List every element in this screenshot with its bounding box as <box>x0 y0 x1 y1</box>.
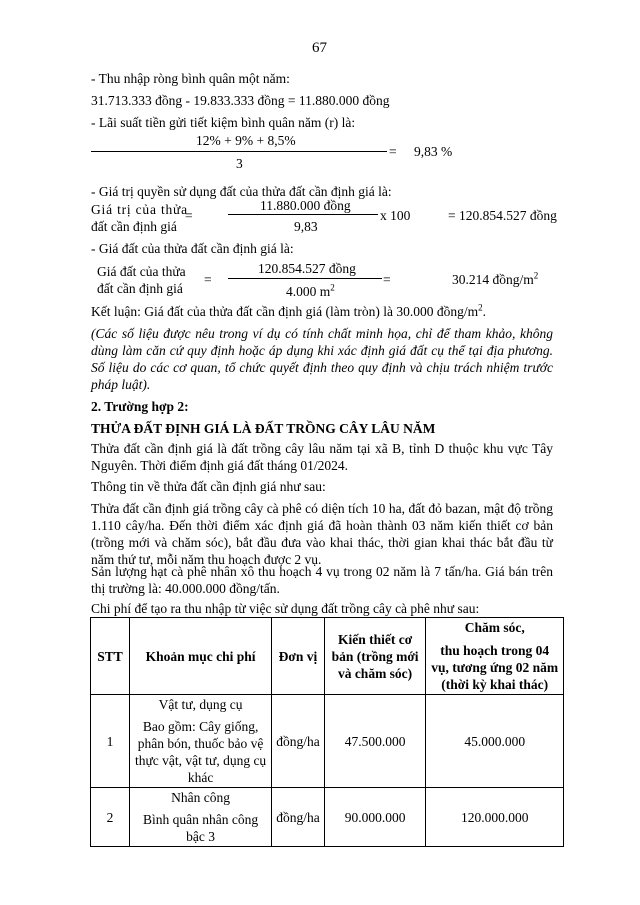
formula-equals: = <box>185 208 193 223</box>
formula-lhs-line1: Giá trị của thửa <box>91 202 188 217</box>
item-name: Nhân công <box>171 790 230 805</box>
formula-denominator: 3 <box>236 156 243 171</box>
item-detail: Bình quân nhân công bậc 3 <box>143 812 259 844</box>
case-heading: 2. Trường hợp 2: <box>91 399 189 414</box>
header-stt: STT <box>91 618 130 695</box>
header-care-harvest <box>426 618 564 695</box>
header-basic-construction: Kiến thiết cơ bản (trồng mới và chăm sóc) <box>324 618 426 695</box>
cell-item <box>129 788 271 847</box>
cell-stt: 1 <box>91 695 130 788</box>
formula-lhs-line1: Giá đất của thửa <box>97 264 186 279</box>
formula-result: = 120.854.527 đồng <box>448 208 557 223</box>
cell-unit: đồng/ha <box>272 788 325 847</box>
table-row <box>91 695 564 788</box>
item-detail: Bao gồm: Cây giống, phân bón, thuốc bảo vệ thực vật, vật tư, dụng cụ khác <box>134 719 267 785</box>
formula-equals: = <box>383 272 391 287</box>
formula-numerator: 11.880.000 đồng <box>260 198 351 213</box>
case-title: THỬA ĐẤT ĐỊNH GIÁ LÀ ĐẤT TRỒNG CÂY LÂU NĂM <box>91 421 436 436</box>
land-price-label: - Giá đất của thửa đất cần định giá là: <box>91 241 294 256</box>
formula-equals: = <box>389 144 397 159</box>
item-name: Vật tư, dụng cụ <box>158 697 243 712</box>
cell-unit: đồng/ha <box>272 695 325 788</box>
formula-lhs-line2: đất cần định giá <box>97 281 183 296</box>
formula-numerator: 120.854.527 đồng <box>258 261 356 276</box>
cost-table <box>90 617 564 847</box>
paragraph-land-details: Thửa đất cần định giá trồng cây cà phê có diện tích 10 ha, đất đỏ bazan, mật độ trồng 1.110 cây/ha. Đến thời điểm xác định giá đã hoàn thành 03 năm kiến thiết cơ bản (trồng mới và chăm sóc), bắt đầu đưa vào khai thác, thời gian khai thác bắt đầu từ năm thứ tư, mỗi năm thu hoạch được 2 vụ. <box>91 501 553 567</box>
formula-denominator: 4.000 $m^2$ <box>286 282 335 299</box>
formula-multiplier: x 100 <box>380 208 411 223</box>
paragraph-info-intro: Thông tin về thửa đất cần định giá như sau: <box>91 479 326 494</box>
cell-stt: 2 <box>91 788 130 847</box>
header-item: Khoản mục chi phí <box>129 618 271 695</box>
disclaimer-note: (Các số liệu được nêu trong ví dụ có tính chất minh họa, chỉ để tham khảo, không dùng làm căn cứ quy định hoặc áp dụng khi xác định giá đất cụ thể tại địa phương. Số liệu do các cơ quan, tổ chức quyết định theo quy định và chịu trách nhiệm trước pháp luật). <box>91 326 553 392</box>
net-income-calc: 31.713.333 đồng - 19.833.333 đồng = 11.880.000 đồng <box>91 93 390 108</box>
formula-result: 9,83 % <box>414 144 453 159</box>
land-use-value-label: - Giá trị quyền sử dụng đất của thửa đất cần định giá là: <box>91 184 392 199</box>
page-number: 67 <box>312 40 327 56</box>
header-care-line1: Chăm sóc, <box>464 620 525 635</box>
fraction-bar <box>91 151 387 152</box>
formula-denominator: 9,83 <box>294 219 318 234</box>
formula-equals: = <box>204 272 212 287</box>
formula-numerator: 12% + 9% + 8,5% <box>196 133 296 148</box>
table-row <box>91 788 564 847</box>
formula-lhs-line2: đất cần định giá <box>91 219 177 234</box>
cell-care-harvest: 45.000.000 <box>426 695 564 788</box>
paragraph-land-description: Thửa đất cần định giá là đất trồng cây lâu năm tại xã B, tỉnh D thuộc khu vực Tây Nguyên. Thời điểm định giá đất tháng 01/2024. <box>91 441 553 473</box>
paragraph-cost-intro: Chi phí để tạo ra thu nhập từ việc sử dụng đất trồng cây cà phê như sau: <box>91 601 480 616</box>
interest-rate-label: - Lãi suất tiền gửi tiết kiệm bình quân năm (r) là: <box>91 115 356 130</box>
header-care-line2: thu hoạch trong 04 vụ, tương ứng 02 năm (thời kỳ khai thác) <box>431 643 559 692</box>
cell-basic-construction: 90.000.000 <box>324 788 426 847</box>
cell-basic-construction: 47.500.000 <box>324 695 426 788</box>
conclusion: Kết luận: Giá đất của thửa đất cần định giá (làm tròn) là 30.000 đồng/$m^2$. <box>91 302 486 319</box>
fraction-bar <box>228 214 378 215</box>
net-income-label: - Thu nhập ròng bình quân một năm: <box>91 71 290 86</box>
cell-care-harvest: 120.000.000 <box>426 788 564 847</box>
header-unit: Đơn vị <box>272 618 325 695</box>
fraction-bar <box>228 278 382 279</box>
table-header-row <box>91 618 564 695</box>
formula-result: 30.214 đồng/$m^2$ <box>452 270 539 287</box>
paragraph-yield: Sản lượng hạt cà phê nhân xô thu hoạch 4 vụ trong 02 năm là 7 tấn/ha. Giá bán trên thị trường là: 40.000.000 đồng/tấn. <box>91 564 553 596</box>
cell-item <box>129 695 271 788</box>
